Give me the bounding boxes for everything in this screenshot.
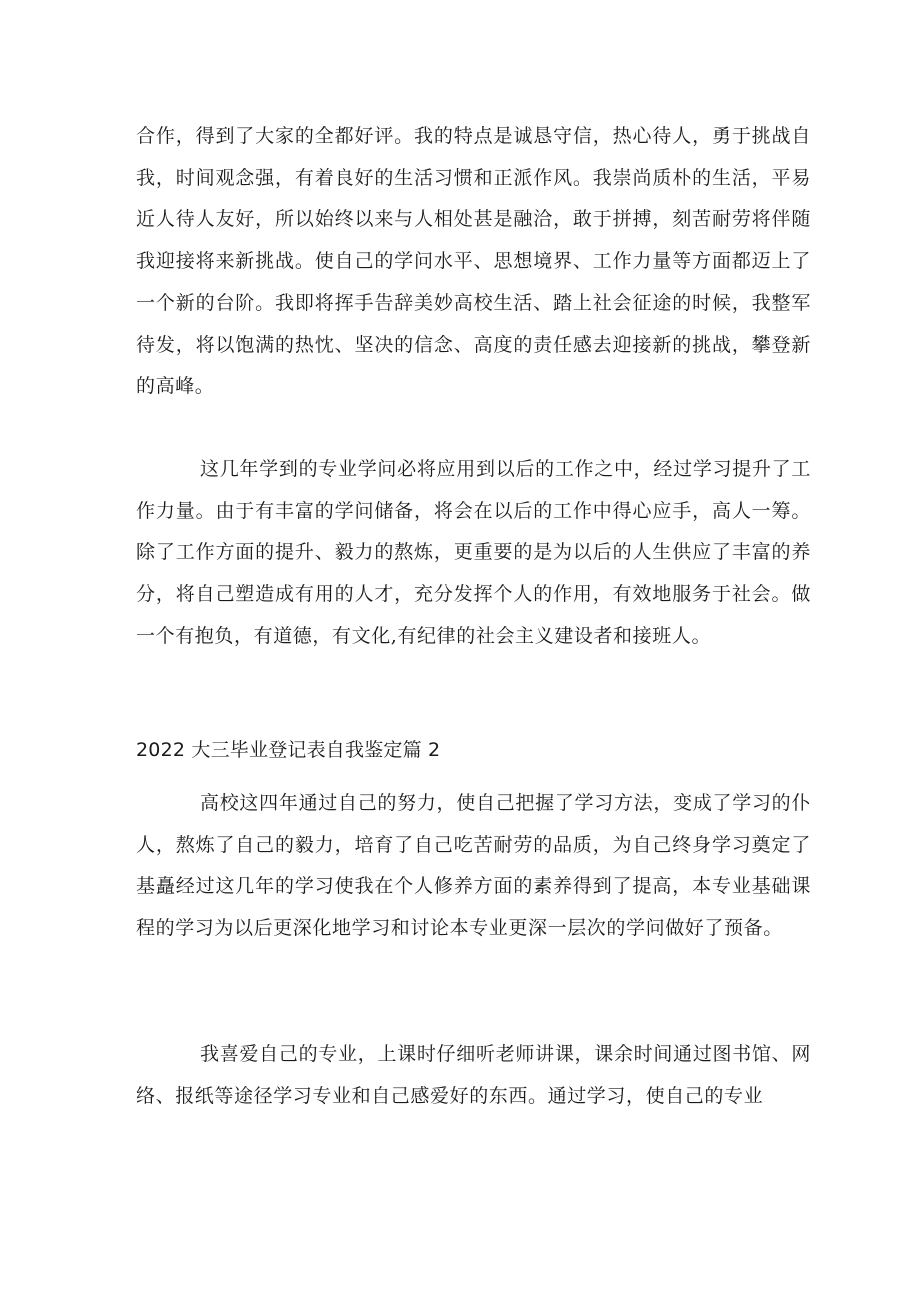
paragraph-love-major: 我喜爱自己的专业，上课时仔细听老师讲课，课余时间通过图书馆、网络、报纸等途径学习专业和自己感爱好的东西。通过学习，使自己的专业 <box>136 1043 811 1107</box>
paragraph-self-evaluation-end: 合作，得到了大家的全都好评。我的特点是诚恳守信，热心待人，勇于挑战自我，时间观念强，有着良好的生活习惯和正派作风。我崇尚质朴的生活，平易近人待人友好，所以始终以来与人相处甚是融洽，敢于拼搏，刻苦耐劳将伴随我迎接将来新挑战。使自己的学问水平、思想境界、工作力量等方面都迈上了一个新的台阶。我即将挥手告辞美妙高校生活、踏上社会征途的时候，我整军待发，将以饱满的热忱、坚决的信念、高度的责任感去迎接新的挑战，攀登新的高峰。 <box>136 125 811 398</box>
section-heading: 2022 大三毕业登记表自我鉴定篇 2 <box>136 739 441 761</box>
paragraph-university-study: 高校这四年通过自己的努力，使自己把握了学习方法，变成了学习的仆人，熬炼了自己的毅力，培育了自己吃苦耐劳的品质，为自己终身学习奠定了基矗经过这几年的学习使我在个人修养方面的素养得到了提高，本专业基础课程的学习为以后更深化地学习和讨论本专业更深一层次的学问做好了预备。 <box>136 792 811 940</box>
paragraph-professional-knowledge: 这几年学到的专业学问必将应用到以后的工作之中，经过学习提升了工作力量。由于有丰富的学问储备，将会在以后的工作中得心应手，高人一筹。除了工作方面的提升、毅力的熬炼，更重要的是为以后的人生供应了丰富的养分，将自己塑造成有用的人才，充分发挥个人的作用，有效地服务于社会。做一个有抱负，有道德，有文化,有纪律的社会主义建设者和接班人。 <box>136 458 811 647</box>
